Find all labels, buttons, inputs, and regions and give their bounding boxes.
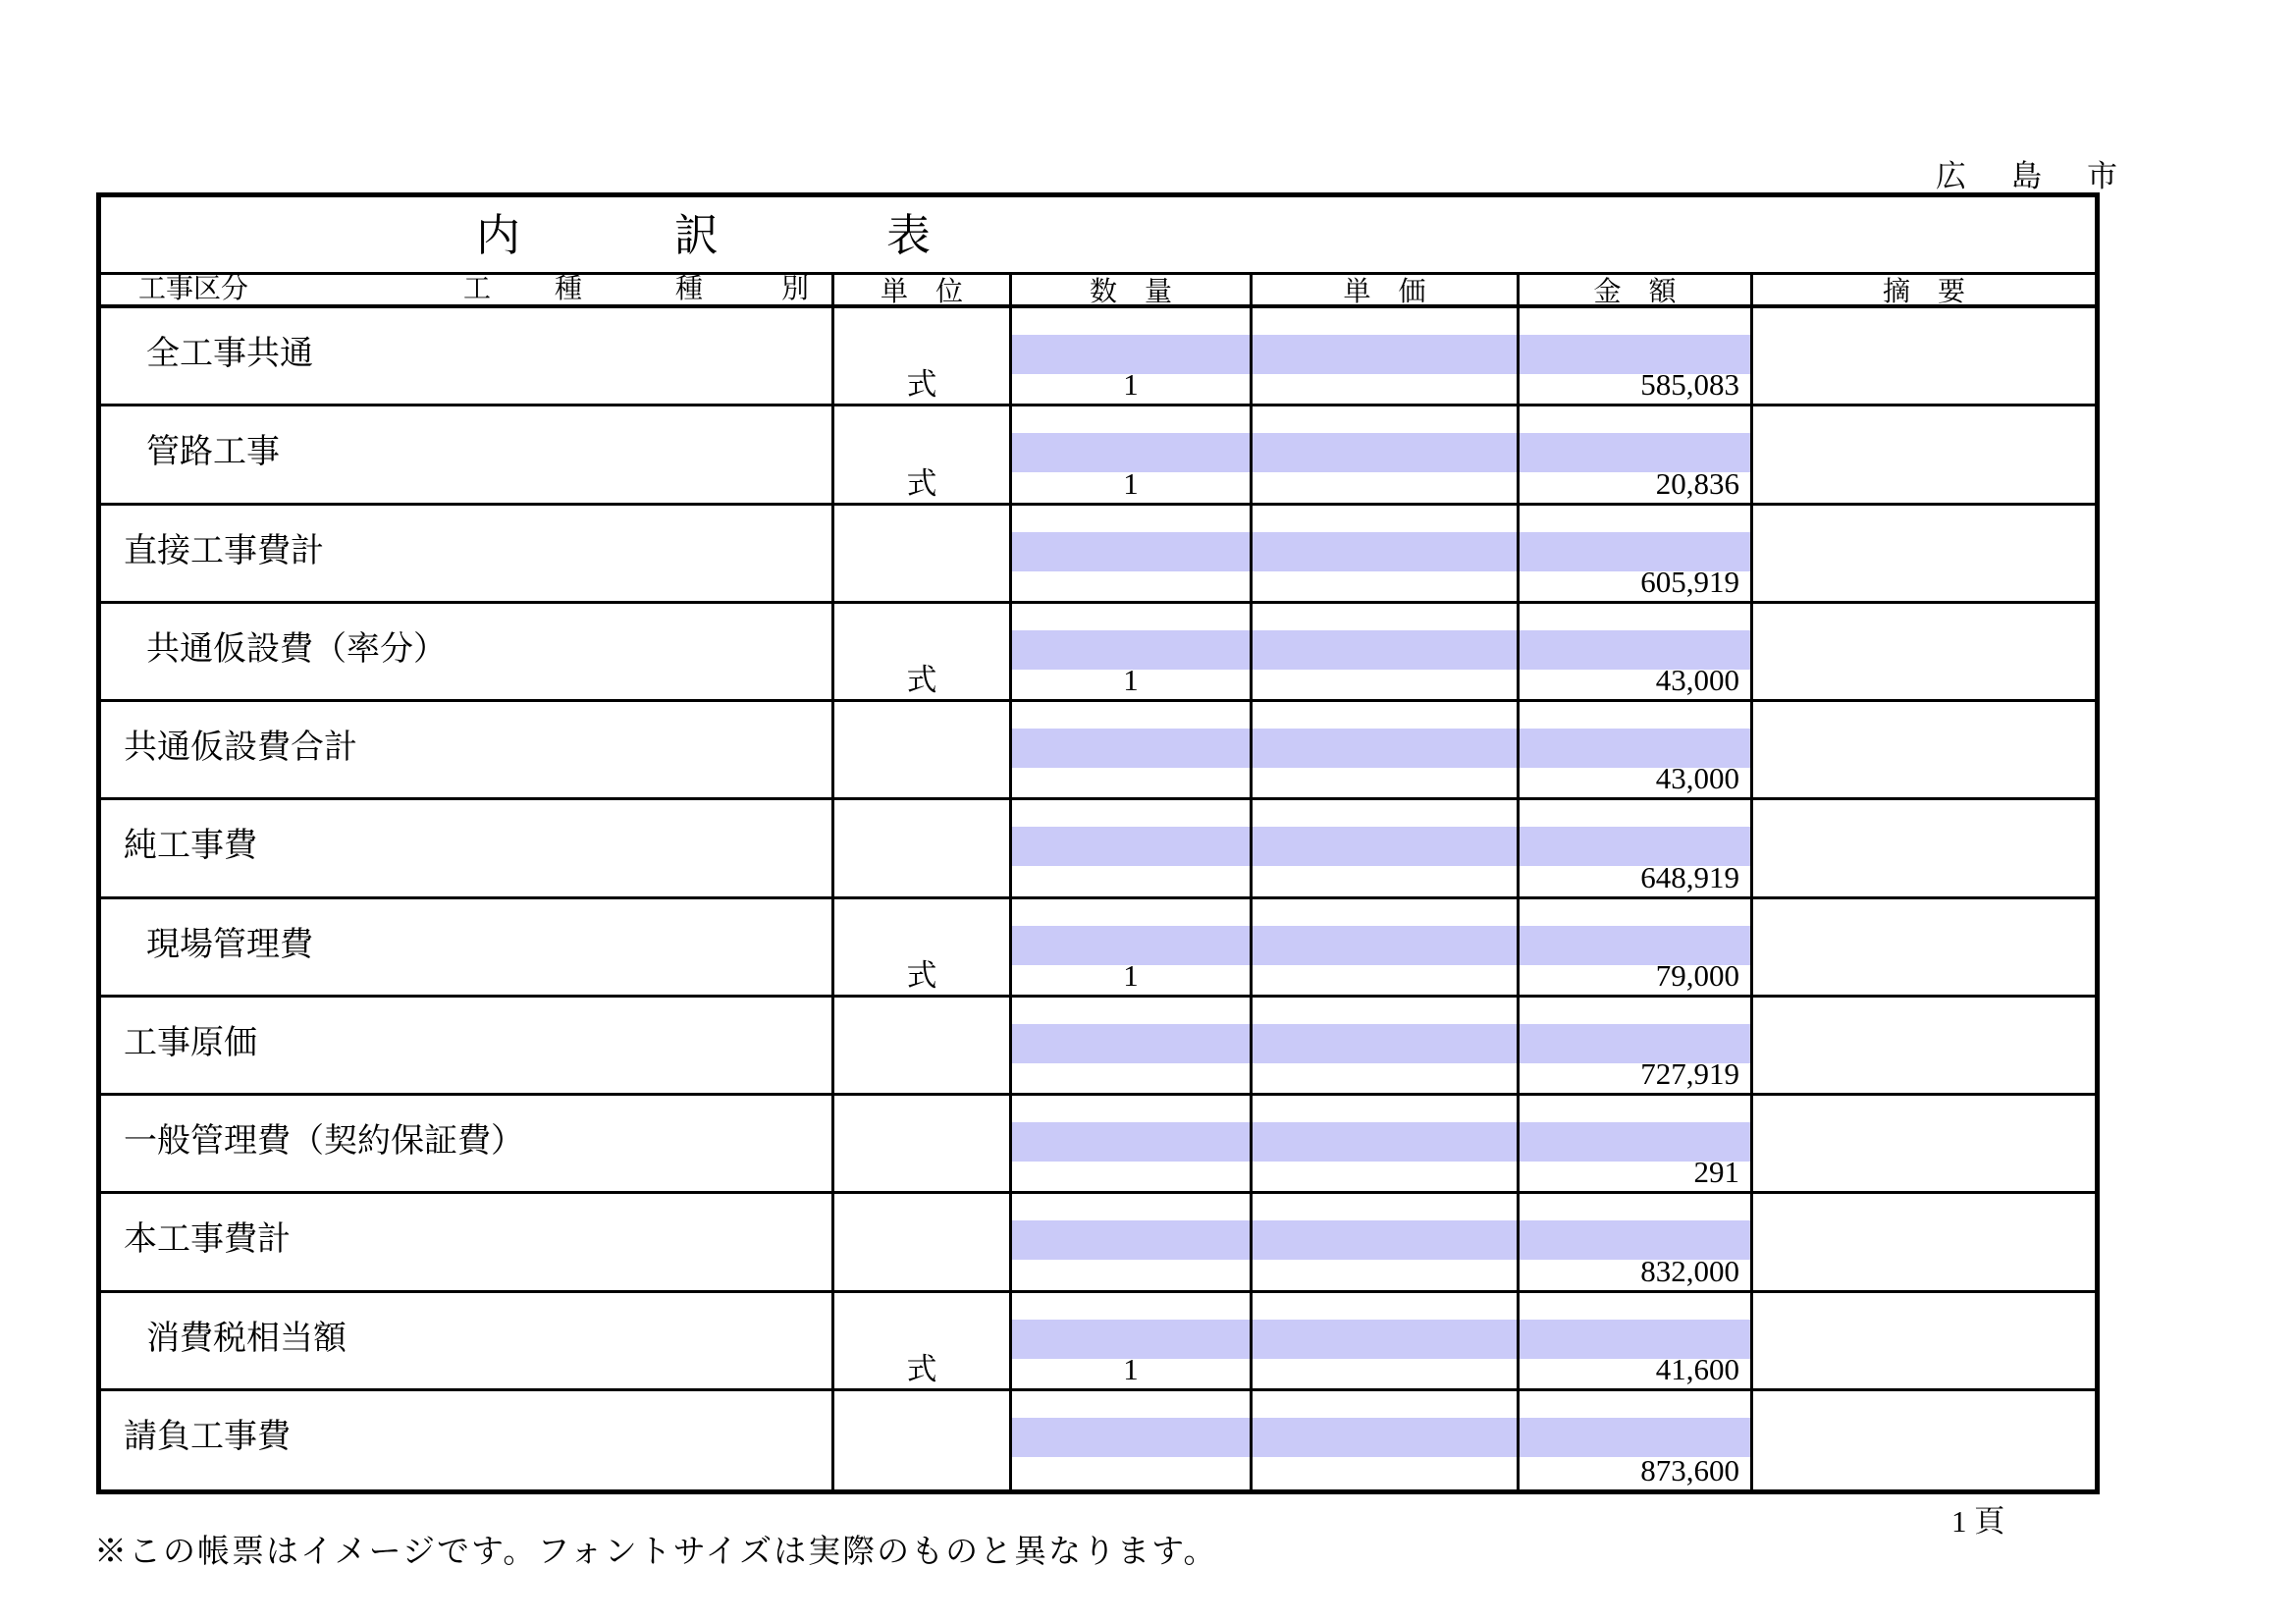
row-label: 本工事費計 bbox=[124, 1221, 291, 1259]
unit-price-highlight bbox=[1253, 729, 1517, 768]
unit-cell bbox=[834, 998, 1012, 1096]
header-unit-price: 単 価 bbox=[1253, 275, 1520, 308]
table-title-char: 内 bbox=[476, 211, 521, 260]
row-label: 工事原価 bbox=[124, 1024, 257, 1061]
quantity-cell bbox=[1012, 406, 1253, 505]
quantity-cell bbox=[1012, 998, 1253, 1096]
row-label: 一般管理費（契約保証費） bbox=[124, 1123, 524, 1160]
quantity-cell bbox=[1012, 899, 1253, 998]
header-category-label: 工事区分 bbox=[138, 274, 249, 304]
unit-cell bbox=[834, 406, 1012, 505]
unit-price-highlight bbox=[1253, 1320, 1517, 1359]
quantity-value bbox=[1012, 763, 1250, 794]
unit-price-highlight bbox=[1253, 335, 1517, 374]
unit-value: 式 bbox=[906, 465, 937, 501]
unit-price-highlight bbox=[1253, 926, 1517, 965]
amount-cell bbox=[1520, 899, 1753, 998]
quantity-value: 1 bbox=[1123, 957, 1139, 993]
unit-cell bbox=[834, 1391, 1012, 1489]
quantity-cell bbox=[1012, 1293, 1253, 1391]
work-category-cell bbox=[101, 899, 834, 998]
unit-price-cell bbox=[1253, 800, 1520, 898]
unit-cell bbox=[834, 506, 1012, 604]
remarks-cell bbox=[1753, 406, 2095, 505]
quantity-value: 1 bbox=[1123, 367, 1139, 403]
work-category-cell bbox=[101, 800, 834, 898]
row-label: 全工事共通 bbox=[146, 336, 313, 372]
amount-value: 79,000 bbox=[1655, 957, 1739, 993]
row-label: 請負工事費 bbox=[124, 1418, 291, 1455]
row-label: 直接工事費計 bbox=[124, 532, 324, 569]
unit-price-cell bbox=[1253, 604, 1520, 702]
header-worktype-label: 種 bbox=[555, 274, 583, 304]
remarks-cell bbox=[1753, 899, 2095, 998]
header-remarks: 摘 要 bbox=[1753, 275, 2095, 308]
amount-cell bbox=[1520, 506, 1753, 604]
header-quantity: 数 量 bbox=[1012, 275, 1253, 308]
work-category-cell bbox=[101, 506, 834, 604]
issuer-name: 広島市 bbox=[1936, 159, 2163, 193]
quantity-value: 1 bbox=[1123, 465, 1139, 501]
amount-value: 291 bbox=[1693, 1155, 1739, 1190]
table-title-row bbox=[101, 197, 2095, 275]
quantity-value: 1 bbox=[1123, 1351, 1139, 1386]
work-category-cell bbox=[101, 998, 834, 1096]
unit-value: 式 bbox=[906, 367, 937, 403]
page-number: 1 頁 bbox=[1951, 1504, 2005, 1539]
row-label: 共通仮設費合計 bbox=[124, 730, 357, 766]
breakdown-table bbox=[96, 192, 2100, 1494]
work-category-cell bbox=[101, 308, 834, 406]
unit-value bbox=[834, 763, 1009, 794]
unit-value: 式 bbox=[906, 1351, 937, 1386]
amount-value: 605,919 bbox=[1640, 564, 1739, 599]
quantity-cell bbox=[1012, 604, 1253, 702]
amount-cell bbox=[1520, 406, 1753, 505]
header-worktype-label: 工 bbox=[463, 274, 492, 304]
quantity-value bbox=[1012, 1157, 1250, 1188]
remarks-cell bbox=[1753, 800, 2095, 898]
quantity-highlight bbox=[1012, 532, 1250, 571]
work-category-cell bbox=[101, 1096, 834, 1194]
unit-price-highlight bbox=[1253, 1220, 1517, 1260]
amount-value: 873,600 bbox=[1640, 1453, 1739, 1487]
unit-value bbox=[834, 1455, 1009, 1487]
unit-cell bbox=[834, 604, 1012, 702]
header-kind-label: 別 bbox=[781, 274, 810, 304]
unit-price-cell bbox=[1253, 406, 1520, 505]
amount-value: 648,919 bbox=[1640, 859, 1739, 894]
unit-price-highlight bbox=[1253, 1024, 1517, 1063]
unit-price-cell bbox=[1253, 506, 1520, 604]
header-kind-label: 種 bbox=[675, 274, 704, 304]
unit-price-cell bbox=[1253, 1391, 1520, 1489]
quantity-cell bbox=[1012, 506, 1253, 604]
amount-value: 585,083 bbox=[1640, 367, 1739, 403]
quantity-value bbox=[1012, 1058, 1250, 1090]
unit-value bbox=[834, 1256, 1009, 1287]
amount-value: 20,836 bbox=[1655, 465, 1739, 501]
remarks-cell bbox=[1753, 604, 2095, 702]
work-category-cell bbox=[101, 1391, 834, 1489]
unit-cell bbox=[834, 1293, 1012, 1391]
unit-price-highlight bbox=[1253, 1122, 1517, 1162]
unit-price-cell bbox=[1253, 702, 1520, 800]
table-title-char: 表 bbox=[886, 211, 932, 260]
work-category-cell bbox=[101, 1293, 834, 1391]
header-amount: 金 額 bbox=[1520, 275, 1753, 308]
unit-price-highlight bbox=[1253, 532, 1517, 571]
remarks-cell bbox=[1753, 1293, 2095, 1391]
amount-cell bbox=[1520, 800, 1753, 898]
quantity-highlight bbox=[1012, 1220, 1250, 1260]
unit-price-highlight bbox=[1253, 1418, 1517, 1457]
quantity-value bbox=[1012, 862, 1250, 893]
unit-value bbox=[834, 567, 1009, 598]
remarks-cell bbox=[1753, 702, 2095, 800]
unit-value: 式 bbox=[906, 663, 937, 697]
amount-cell bbox=[1520, 604, 1753, 702]
row-label: 消費税相当額 bbox=[146, 1320, 347, 1357]
remarks-cell bbox=[1753, 998, 2095, 1096]
remarks-cell bbox=[1753, 1391, 2095, 1489]
unit-price-highlight bbox=[1253, 827, 1517, 866]
quantity-cell bbox=[1012, 1194, 1253, 1292]
quantity-highlight bbox=[1012, 729, 1250, 768]
quantity-cell bbox=[1012, 308, 1253, 406]
unit-price-cell bbox=[1253, 998, 1520, 1096]
unit-price-cell bbox=[1253, 899, 1520, 998]
amount-cell bbox=[1520, 1096, 1753, 1194]
remarks-cell bbox=[1753, 308, 2095, 406]
quantity-highlight bbox=[1012, 1122, 1250, 1162]
amount-cell bbox=[1520, 1293, 1753, 1391]
amount-value: 727,919 bbox=[1640, 1056, 1739, 1091]
unit-price-highlight bbox=[1253, 433, 1517, 472]
quantity-highlight bbox=[1012, 1024, 1250, 1063]
unit-cell bbox=[834, 1194, 1012, 1292]
work-category-cell bbox=[101, 604, 834, 702]
quantity-value: 1 bbox=[1123, 663, 1139, 697]
work-category-cell bbox=[101, 406, 834, 505]
row-label: 純工事費 bbox=[124, 828, 257, 865]
remarks-cell bbox=[1753, 506, 2095, 604]
quantity-highlight bbox=[1012, 1418, 1250, 1457]
amount-value: 41,600 bbox=[1655, 1351, 1739, 1386]
row-label: 現場管理費 bbox=[146, 926, 313, 963]
amount-cell bbox=[1520, 998, 1753, 1096]
unit-value bbox=[834, 1157, 1009, 1188]
unit-price-cell bbox=[1253, 308, 1520, 406]
unit-price-highlight bbox=[1253, 630, 1517, 670]
unit-price-cell bbox=[1253, 1293, 1520, 1391]
row-label: 共通仮設費（率分） bbox=[146, 630, 447, 668]
unit-cell bbox=[834, 308, 1012, 406]
quantity-highlight bbox=[1012, 827, 1250, 866]
amount-highlight bbox=[1520, 1418, 1750, 1457]
amount-value: 43,000 bbox=[1655, 663, 1739, 697]
unit-price-cell bbox=[1253, 1096, 1520, 1194]
table-title-char: 訳 bbox=[674, 211, 720, 260]
amount-value: 43,000 bbox=[1655, 761, 1739, 796]
work-category-cell bbox=[101, 702, 834, 800]
unit-value bbox=[834, 862, 1009, 893]
header-work-category bbox=[101, 275, 834, 308]
header-unit: 単 位 bbox=[834, 275, 1012, 308]
quantity-cell bbox=[1012, 800, 1253, 898]
unit-value bbox=[834, 1058, 1009, 1090]
unit-cell bbox=[834, 1096, 1012, 1194]
quantity-cell bbox=[1012, 1391, 1253, 1489]
quantity-value bbox=[1012, 567, 1250, 598]
amount-value: 832,000 bbox=[1640, 1253, 1739, 1288]
quantity-cell bbox=[1012, 702, 1253, 800]
amount-cell bbox=[1520, 308, 1753, 406]
work-category-cell bbox=[101, 1194, 834, 1292]
quantity-value bbox=[1012, 1455, 1250, 1487]
unit-value: 式 bbox=[906, 957, 937, 993]
amount-cell bbox=[1520, 1391, 1753, 1489]
row-label: 管路工事 bbox=[146, 434, 280, 471]
quantity-cell bbox=[1012, 1096, 1253, 1194]
remarks-cell bbox=[1753, 1194, 2095, 1292]
unit-cell bbox=[834, 702, 1012, 800]
remarks-cell bbox=[1753, 1096, 2095, 1194]
unit-price-cell bbox=[1253, 1194, 1520, 1292]
unit-cell bbox=[834, 899, 1012, 998]
unit-cell bbox=[834, 800, 1012, 898]
amount-cell bbox=[1520, 1194, 1753, 1292]
amount-cell bbox=[1520, 702, 1753, 800]
quantity-value bbox=[1012, 1256, 1250, 1287]
image-disclaimer-note: ※この帳票はイメージです。フォントサイズは実際のものと異なります。 bbox=[94, 1535, 1218, 1570]
